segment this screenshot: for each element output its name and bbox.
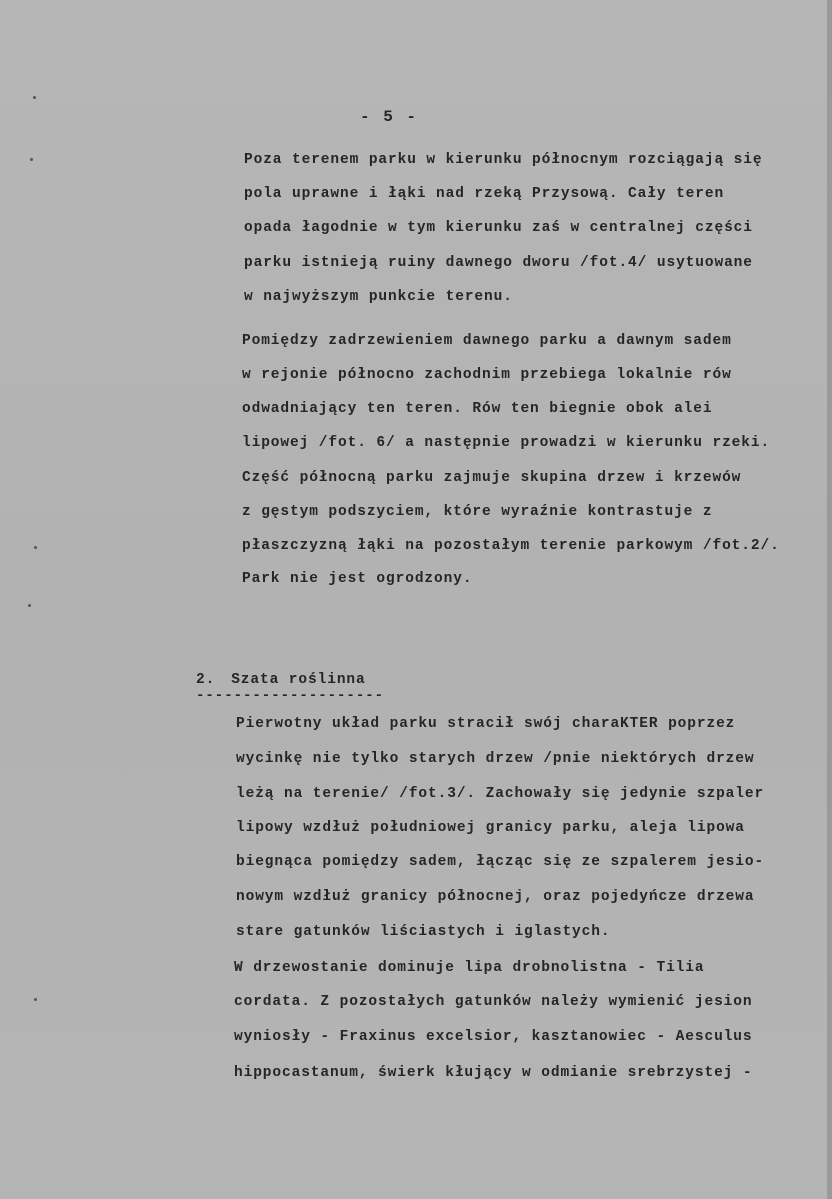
text-line: nowym wzdłuż granicy północnej, oraz pojedyńcze drzewa [236, 889, 755, 905]
text-line: w najwyższym punkcie terenu. [244, 289, 513, 305]
text-line: odwadniający ten teren. Rów ten biegnie obok alei [242, 401, 713, 417]
text-line: cordata. Z pozostałych gatunków należy wymienić jesion [234, 994, 753, 1010]
text-line: lipowy wzdłuż południowej granicy parku, aleja lipowa [236, 820, 745, 836]
margin-speck [34, 546, 37, 549]
text-line: pola uprawne i łąki nad rzeką Przysową. Cały teren [244, 186, 725, 202]
text-line: wycinkę nie tylko starych drzew /pnie niektórych drzew [236, 751, 755, 767]
text-line: z gęstym podszyciem, które wyraźnie kontrastuje z [242, 504, 713, 520]
text-line: Park nie jest ogrodzony. [242, 571, 473, 587]
scan-edge [827, 0, 832, 1199]
text-line: W drzewostanie dominuje lipa drobnolistna - Tilia [234, 960, 705, 976]
margin-speck [34, 998, 37, 1001]
text-line: Pomiędzy zadrzewieniem dawnego parku a dawnym sadem [242, 333, 732, 349]
text-line: leżą na terenie/ /fot.3/. Zachowały się jedynie szpaler [236, 786, 765, 802]
page-number: - 5 - [360, 108, 419, 126]
section-heading [196, 672, 366, 688]
text-line: opada łagodnie w tym kierunku zaś w centralnej części [244, 220, 753, 236]
text-line: parku istnieją ruiny dawnego dworu /fot.4/ usytuowane [244, 255, 753, 271]
margin-speck [28, 604, 31, 607]
section-number: 2. [196, 672, 216, 688]
text-line: w rejonie północno zachodnim przebiega lokalnie rów [242, 367, 732, 383]
text-line: wyniosły - Fraxinus excelsior, kasztanowiec - Aesculus [234, 1029, 753, 1045]
text-line: Część północną parku zajmuje skupina drzew i krzewów [242, 470, 742, 486]
text-line: płaszczyzną łąki na pozostałym terenie parkowym /fot.2/. [242, 538, 780, 554]
text-line: biegnąca pomiędzy sadem, łącząc się ze szpalerem jesio- [236, 854, 765, 870]
margin-speck [33, 96, 36, 99]
margin-speck [30, 158, 33, 161]
text-line: hippocastanum, świerk kłujący w odmianie srebrzystej - [234, 1065, 753, 1081]
text-line: Poza terenem parku w kierunku północnym rozciągają się [244, 152, 763, 168]
section-underline: -------------------- [196, 688, 385, 704]
text-line: lipowej /fot. 6/ a następnie prowadzi w kierunku rzeki. [242, 435, 771, 451]
text-line: Pierwotny układ parku stracił swój charaKTER poprzez [236, 716, 736, 732]
section-title: Szata roślinna [231, 672, 366, 688]
text-line: stare gatunków liściastych i iglastych. [236, 924, 611, 940]
